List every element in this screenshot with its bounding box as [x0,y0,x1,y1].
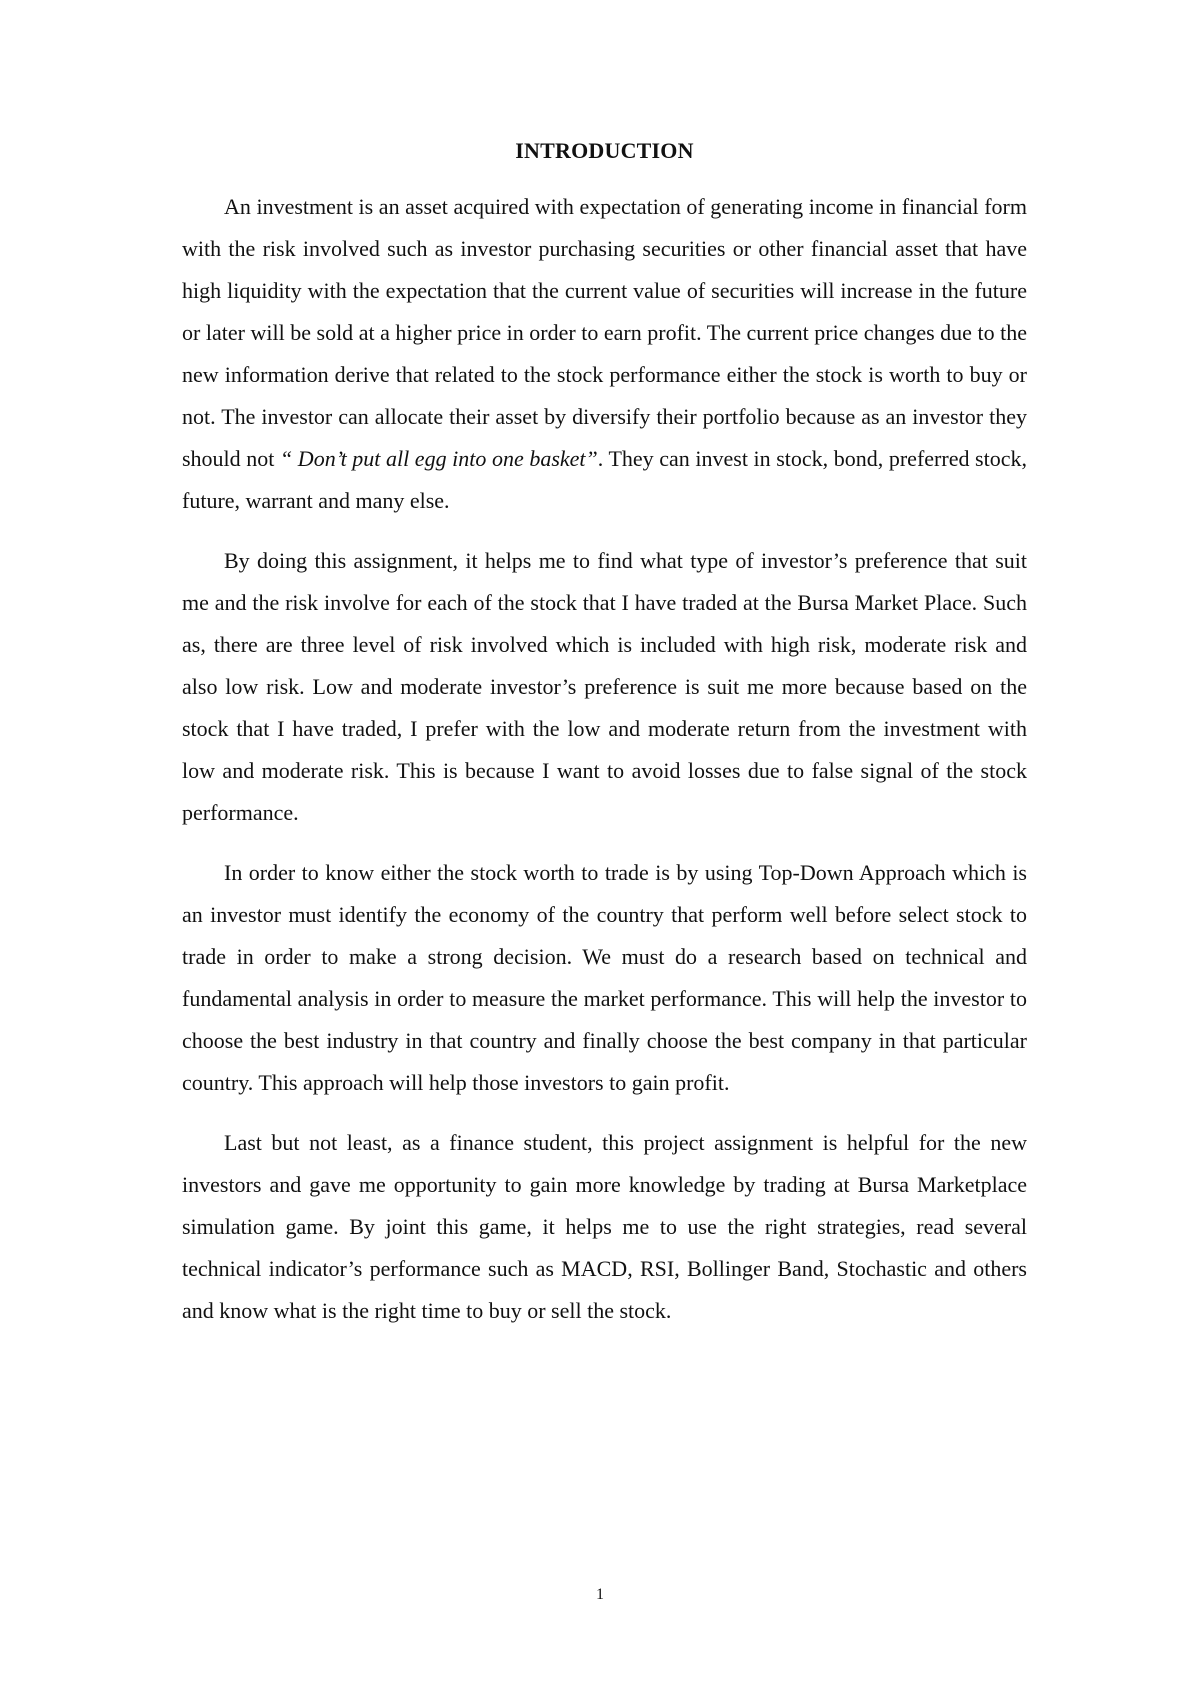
paragraph-4: Last but not least, as a finance student, this project assignment is helpful for the new investors and gave me opportunity to gain more knowledge by trading at Bursa Marketplace simulation game. By joint this game, it helps me to use the right strategies, read several technical indicator’s performance such as MACD, RSI, Bollinger Band, Stochastic and others and know what is the right time to buy or sell the stock. [182,1130,1027,1323]
page-number: 1 [596,1586,604,1603]
paragraph-1 [182,186,1027,522]
paragraph-1-quote: “ Don’t put all egg into one basket” [279,446,598,471]
paragraph-2: By doing this assignment, it helps me to find what type of investor’s preference that suit me and the risk involve for each of the stock that I have traded at the Bursa Market Place. Such as, there are three level of risk involved which is included with high risk, moderate risk and also low risk. Low and moderate investor’s preference is suit me more because based on the stock that I have traded, I prefer with the low and moderate return from the investment with low and moderate risk. This is because I want to avoid losses due to false signal of the stock performance. [182,548,1027,825]
paragraph-1-text-end: . They can invest in stock, bond, preferred stock, future, warrant and many else. [182,446,1027,513]
page-content [182,136,1027,1350]
paragraph-3: In order to know either the stock worth to trade is by using Top-Down Approach which is an investor must identify the economy of the country that perform well before select stock to trade in order to make a strong decision. We must do a research based on technical and fundamental analysis in order to measure the market performance. This will help the investor to choose the best industry in that country and finally choose the best company in that particular country. This approach will help those investors to gain profit. [182,860,1027,1095]
section-heading: INTRODUCTION [515,138,694,163]
paragraph-1-text: An investment is an asset acquired with expectation of generating income in financial form with the risk involved such as investor purchasing securities or other financial asset that have high liquidity with the expectation that the current value of securities will increase in the future or later will be sold at a higher price in order to earn profit. The current price changes due to the new information derive that related to the stock performance either the stock is worth to buy or not. The investor can allocate their asset by diversify their portfolio because as an investor they should not [182,194,1027,471]
